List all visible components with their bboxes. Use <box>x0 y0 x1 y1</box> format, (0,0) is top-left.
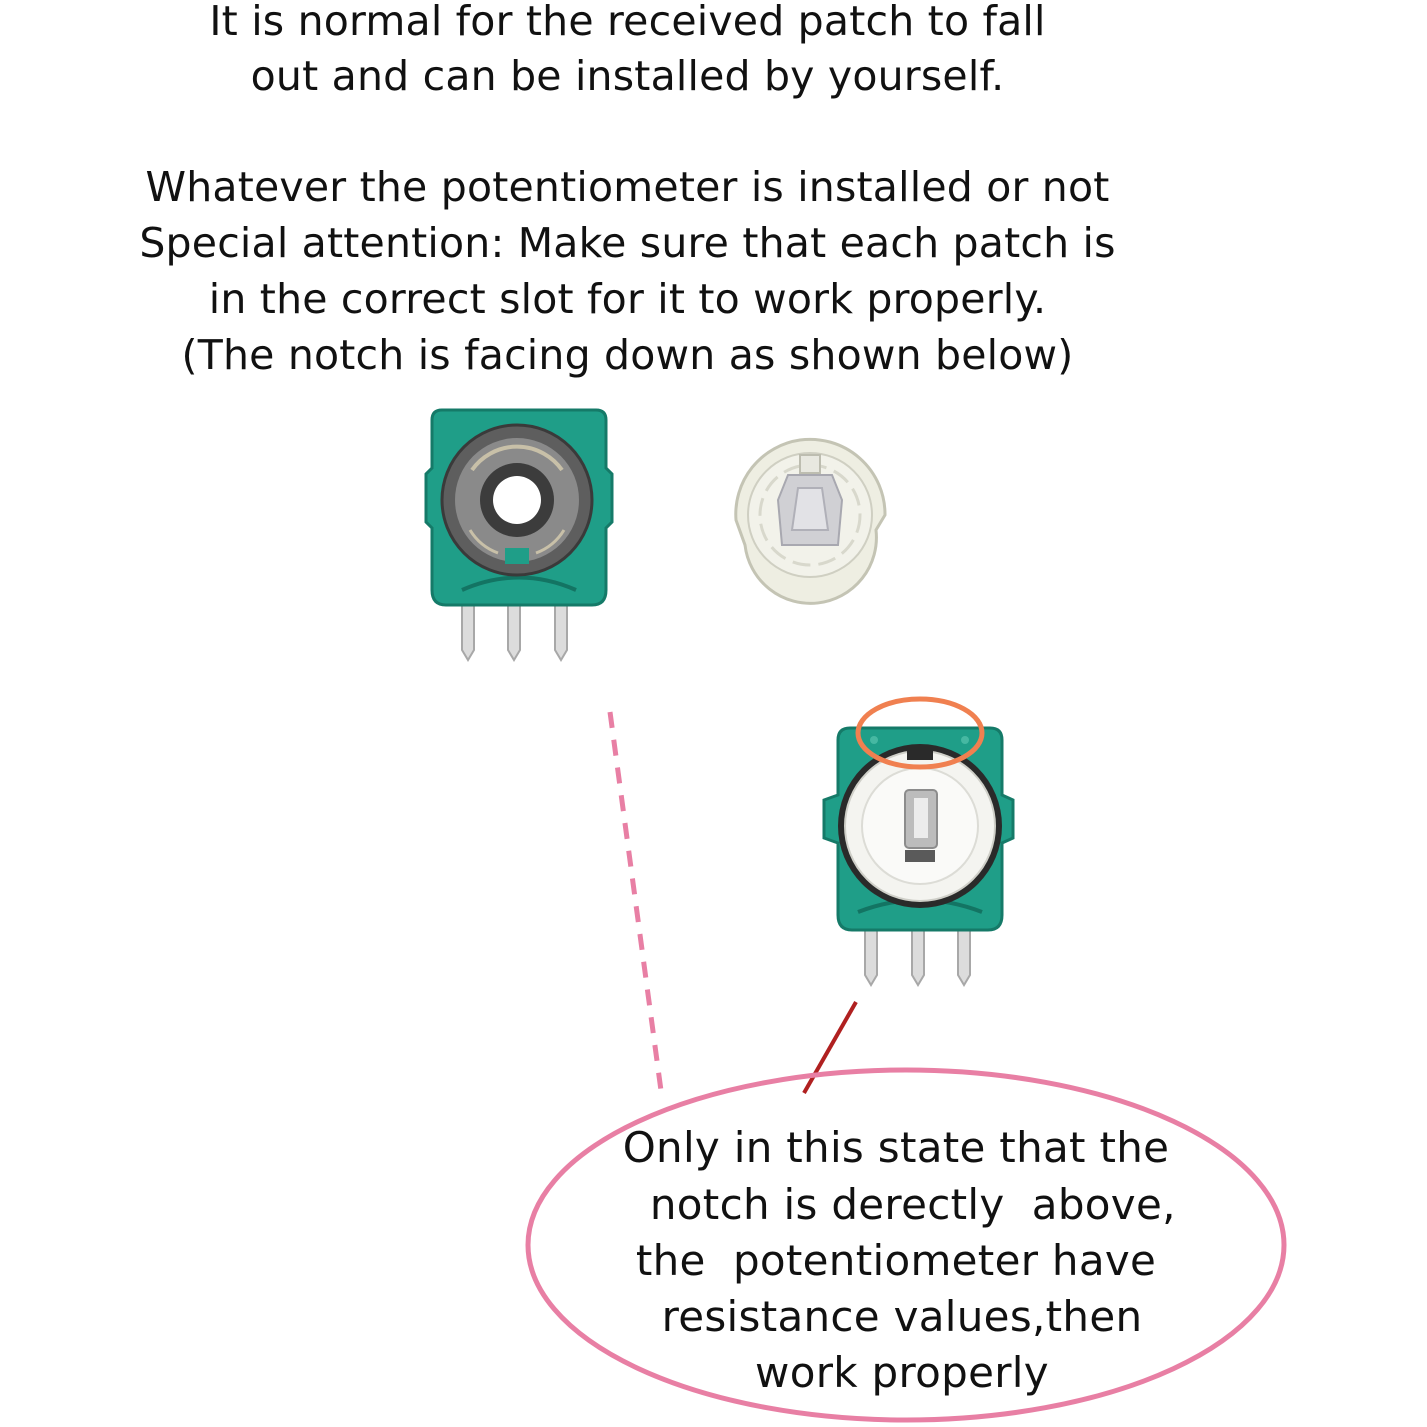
callout-line-2: notch is derectly above, <box>636 1180 1176 1229</box>
callout-line-5: work properly <box>755 1348 1049 1397</box>
dashed-pointer-line <box>610 712 662 1098</box>
instruction-line-2: Special attention: Make sure that each patch is <box>139 219 1116 267</box>
callout-line-1: Only in this state that the <box>622 1123 1170 1172</box>
intro-line-2: out and can be installed by yourself. <box>250 52 1005 100</box>
potentiometer-without-patch <box>426 410 612 660</box>
callout-pointer-line <box>804 1002 856 1093</box>
instruction-line-3: in the correct slot for it to work properly. <box>208 275 1047 323</box>
pins <box>865 928 970 985</box>
pins <box>462 600 567 660</box>
instruction-line-4: (The notch is facing down as shown below) <box>181 331 1074 379</box>
callout-line-4: resistance values,then <box>661 1292 1143 1341</box>
instruction-line-1: Whatever the potentiometer is installed or not <box>145 163 1110 211</box>
loose-white-patch <box>736 439 885 603</box>
intro-line-1: It is normal for the received patch to fall <box>209 0 1046 45</box>
callout-line-3: the potentiometer have <box>635 1236 1157 1285</box>
